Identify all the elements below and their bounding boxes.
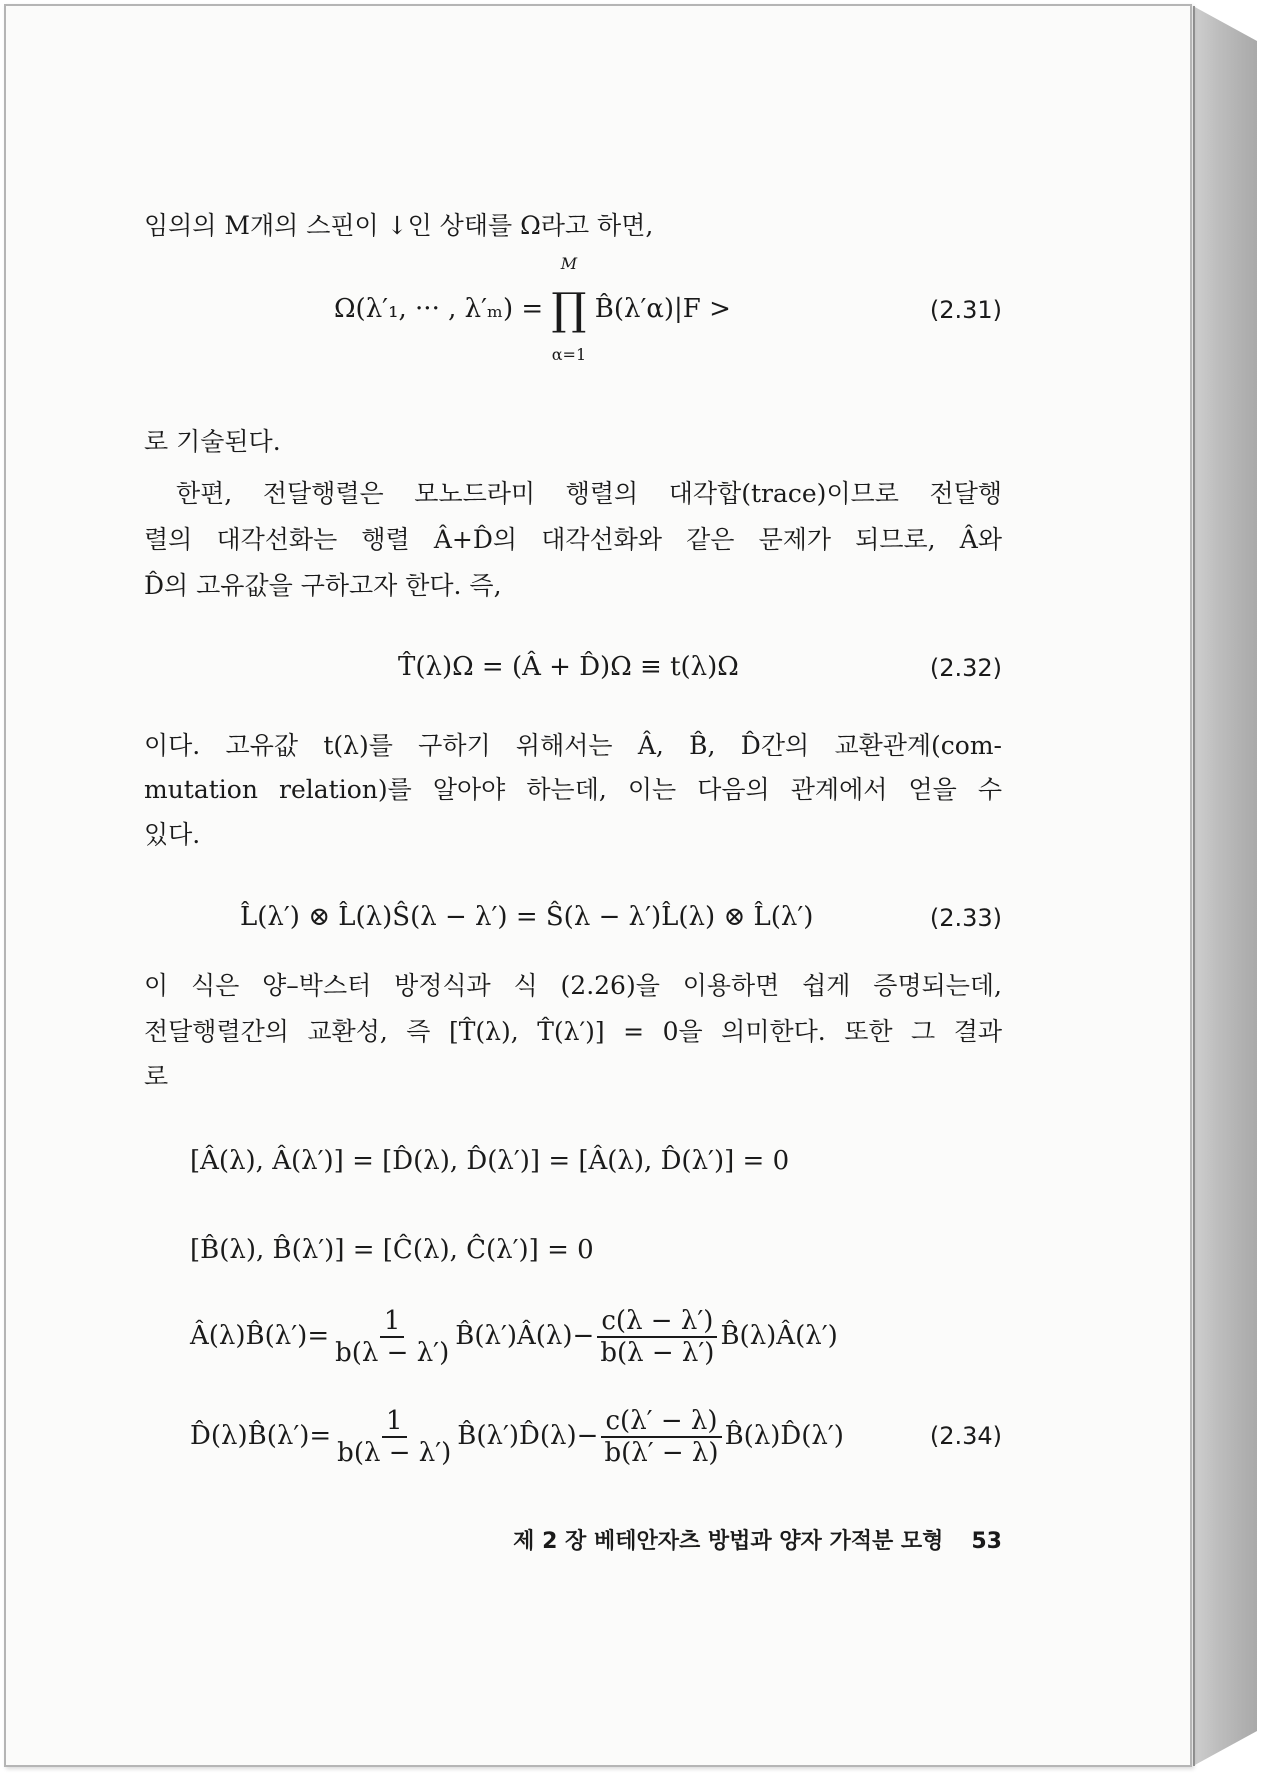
paragraph-line: 전달행렬간의 교환성, 즉 [T̂(λ), T̂(λ′)] = 0을 의미한다. 또한 그 결과 xyxy=(144,1017,1002,1046)
equation-middle: B̂(λ′)D̂(λ)− xyxy=(457,1421,599,1451)
fraction xyxy=(596,1306,718,1368)
fraction-numerator: c(λ′ − λ) xyxy=(601,1406,721,1438)
equation-2-33 xyxy=(144,898,1002,958)
fraction-denominator: b(λ − λ′) xyxy=(335,1338,450,1368)
paragraph-line: 한편, 전달행렬은 모노드라미 행렬의 대각합(trace)이므로 전달행 xyxy=(176,479,1002,508)
equation-body xyxy=(190,1306,838,1368)
equation-body xyxy=(334,254,731,364)
equation-body: [B̂(λ), B̂(λ′)] = [Ĉ(λ), Ĉ(λ′)] = 0 xyxy=(190,1235,594,1265)
equation-body: [Â(λ), Â(λ′)] = [D̂(λ), D̂(λ′)] = [Â(λ), D̂(λ′)] = 0 xyxy=(190,1146,790,1176)
product-upper-limit: M xyxy=(560,254,578,273)
paragraph-line: 렬의 대각선화는 행렬 Â+D̂의 대각선화와 같은 문제가 되므로, Â와 xyxy=(144,525,1002,554)
fraction-denominator: b(λ − λ′) xyxy=(337,1438,452,1468)
paragraph-line: D̂의 고유값을 구하고자 한다. 즉, xyxy=(144,571,502,600)
equation-body: L̂(λ′) ⊗ L̂(λ)Ŝ(λ − λ′) = Ŝ(λ − λ′)L̂(λ) ⊗ L̂(λ′) xyxy=(240,902,814,932)
paragraph-line: 있다. xyxy=(144,820,201,849)
fraction xyxy=(331,1306,453,1368)
product-operator xyxy=(551,254,587,364)
paragraph-line: mutation relation)를 알아야 하는데, 이는 다음의 관계에서 얻을 수 xyxy=(144,775,1002,804)
equation-2-34-line-3 xyxy=(144,1306,1002,1376)
fraction-denominator: b(λ′ − λ) xyxy=(604,1438,719,1468)
equation-rhs: B̂(λ)Â(λ′) xyxy=(720,1321,838,1351)
equation-2-31 xyxy=(144,254,1002,364)
product-lower-limit: α=1 xyxy=(551,345,587,364)
equation-number: (2.34) xyxy=(929,1422,1002,1450)
fraction-numerator: c(λ − λ′) xyxy=(597,1306,717,1338)
book-page-edge xyxy=(1193,6,1257,1766)
fraction-numerator: 1 xyxy=(382,1406,407,1438)
fraction-denominator: b(λ − λ′) xyxy=(600,1338,715,1368)
equation-2-34-line-2 xyxy=(144,1235,1002,1295)
equation-body: T̂(λ)Ω = (Â + D̂)Ω ≡ t(λ)Ω xyxy=(398,652,739,682)
fraction-numerator: 1 xyxy=(380,1306,405,1338)
page-number: 53 xyxy=(971,1529,1002,1554)
equation-lhs: D̂(λ)B̂(λ′)= xyxy=(190,1421,332,1451)
equation-2-34-line-1 xyxy=(144,1146,1002,1206)
equation-body xyxy=(190,1406,844,1468)
product-symbol: ∏ xyxy=(551,284,587,335)
equation-lhs: Â(λ)B̂(λ′)= xyxy=(190,1321,330,1351)
equation-middle: B̂(λ′)Â(λ)− xyxy=(455,1321,595,1351)
book-spine-line xyxy=(1193,6,1195,1766)
paragraph-line: 이다. 고유값 t(λ)를 구하기 위해서는 Â, B̂, D̂간의 교환관계(com- xyxy=(144,731,1002,760)
equation-2-32 xyxy=(144,646,1002,706)
page-content xyxy=(144,6,1002,1769)
equation-number: (2.32) xyxy=(929,654,1002,682)
equation-2-34-line-4 xyxy=(144,1406,1002,1476)
book-page xyxy=(4,4,1192,1767)
fraction xyxy=(600,1406,722,1468)
chapter-title: 제 2 장 베테안자츠 방법과 양자 가적분 모형 xyxy=(513,1529,944,1554)
equation-rhs: B̂(λ)D̂(λ′) xyxy=(724,1421,844,1451)
paragraph-line: 임의의 M개의 스핀이 ↓인 상태를 Ω라고 하면, xyxy=(144,211,654,240)
paragraph-line: 로 기술된다. xyxy=(144,427,281,456)
equation-rhs: B̂(λ′α)|F > xyxy=(594,294,731,324)
equation-number: (2.31) xyxy=(929,296,1002,324)
running-footer xyxy=(144,1524,1002,1555)
equation-number: (2.33) xyxy=(929,904,1002,932)
fraction xyxy=(333,1406,455,1468)
equation-lhs: Ω(λ′₁, ··· , λ′ₘ) = xyxy=(334,294,544,324)
paragraph-line: 로 xyxy=(144,1062,169,1091)
paragraph-line: 이 식은 양–박스터 방정식과 식 (2.26)을 이용하면 쉽게 증명되는데, xyxy=(144,971,1002,1000)
